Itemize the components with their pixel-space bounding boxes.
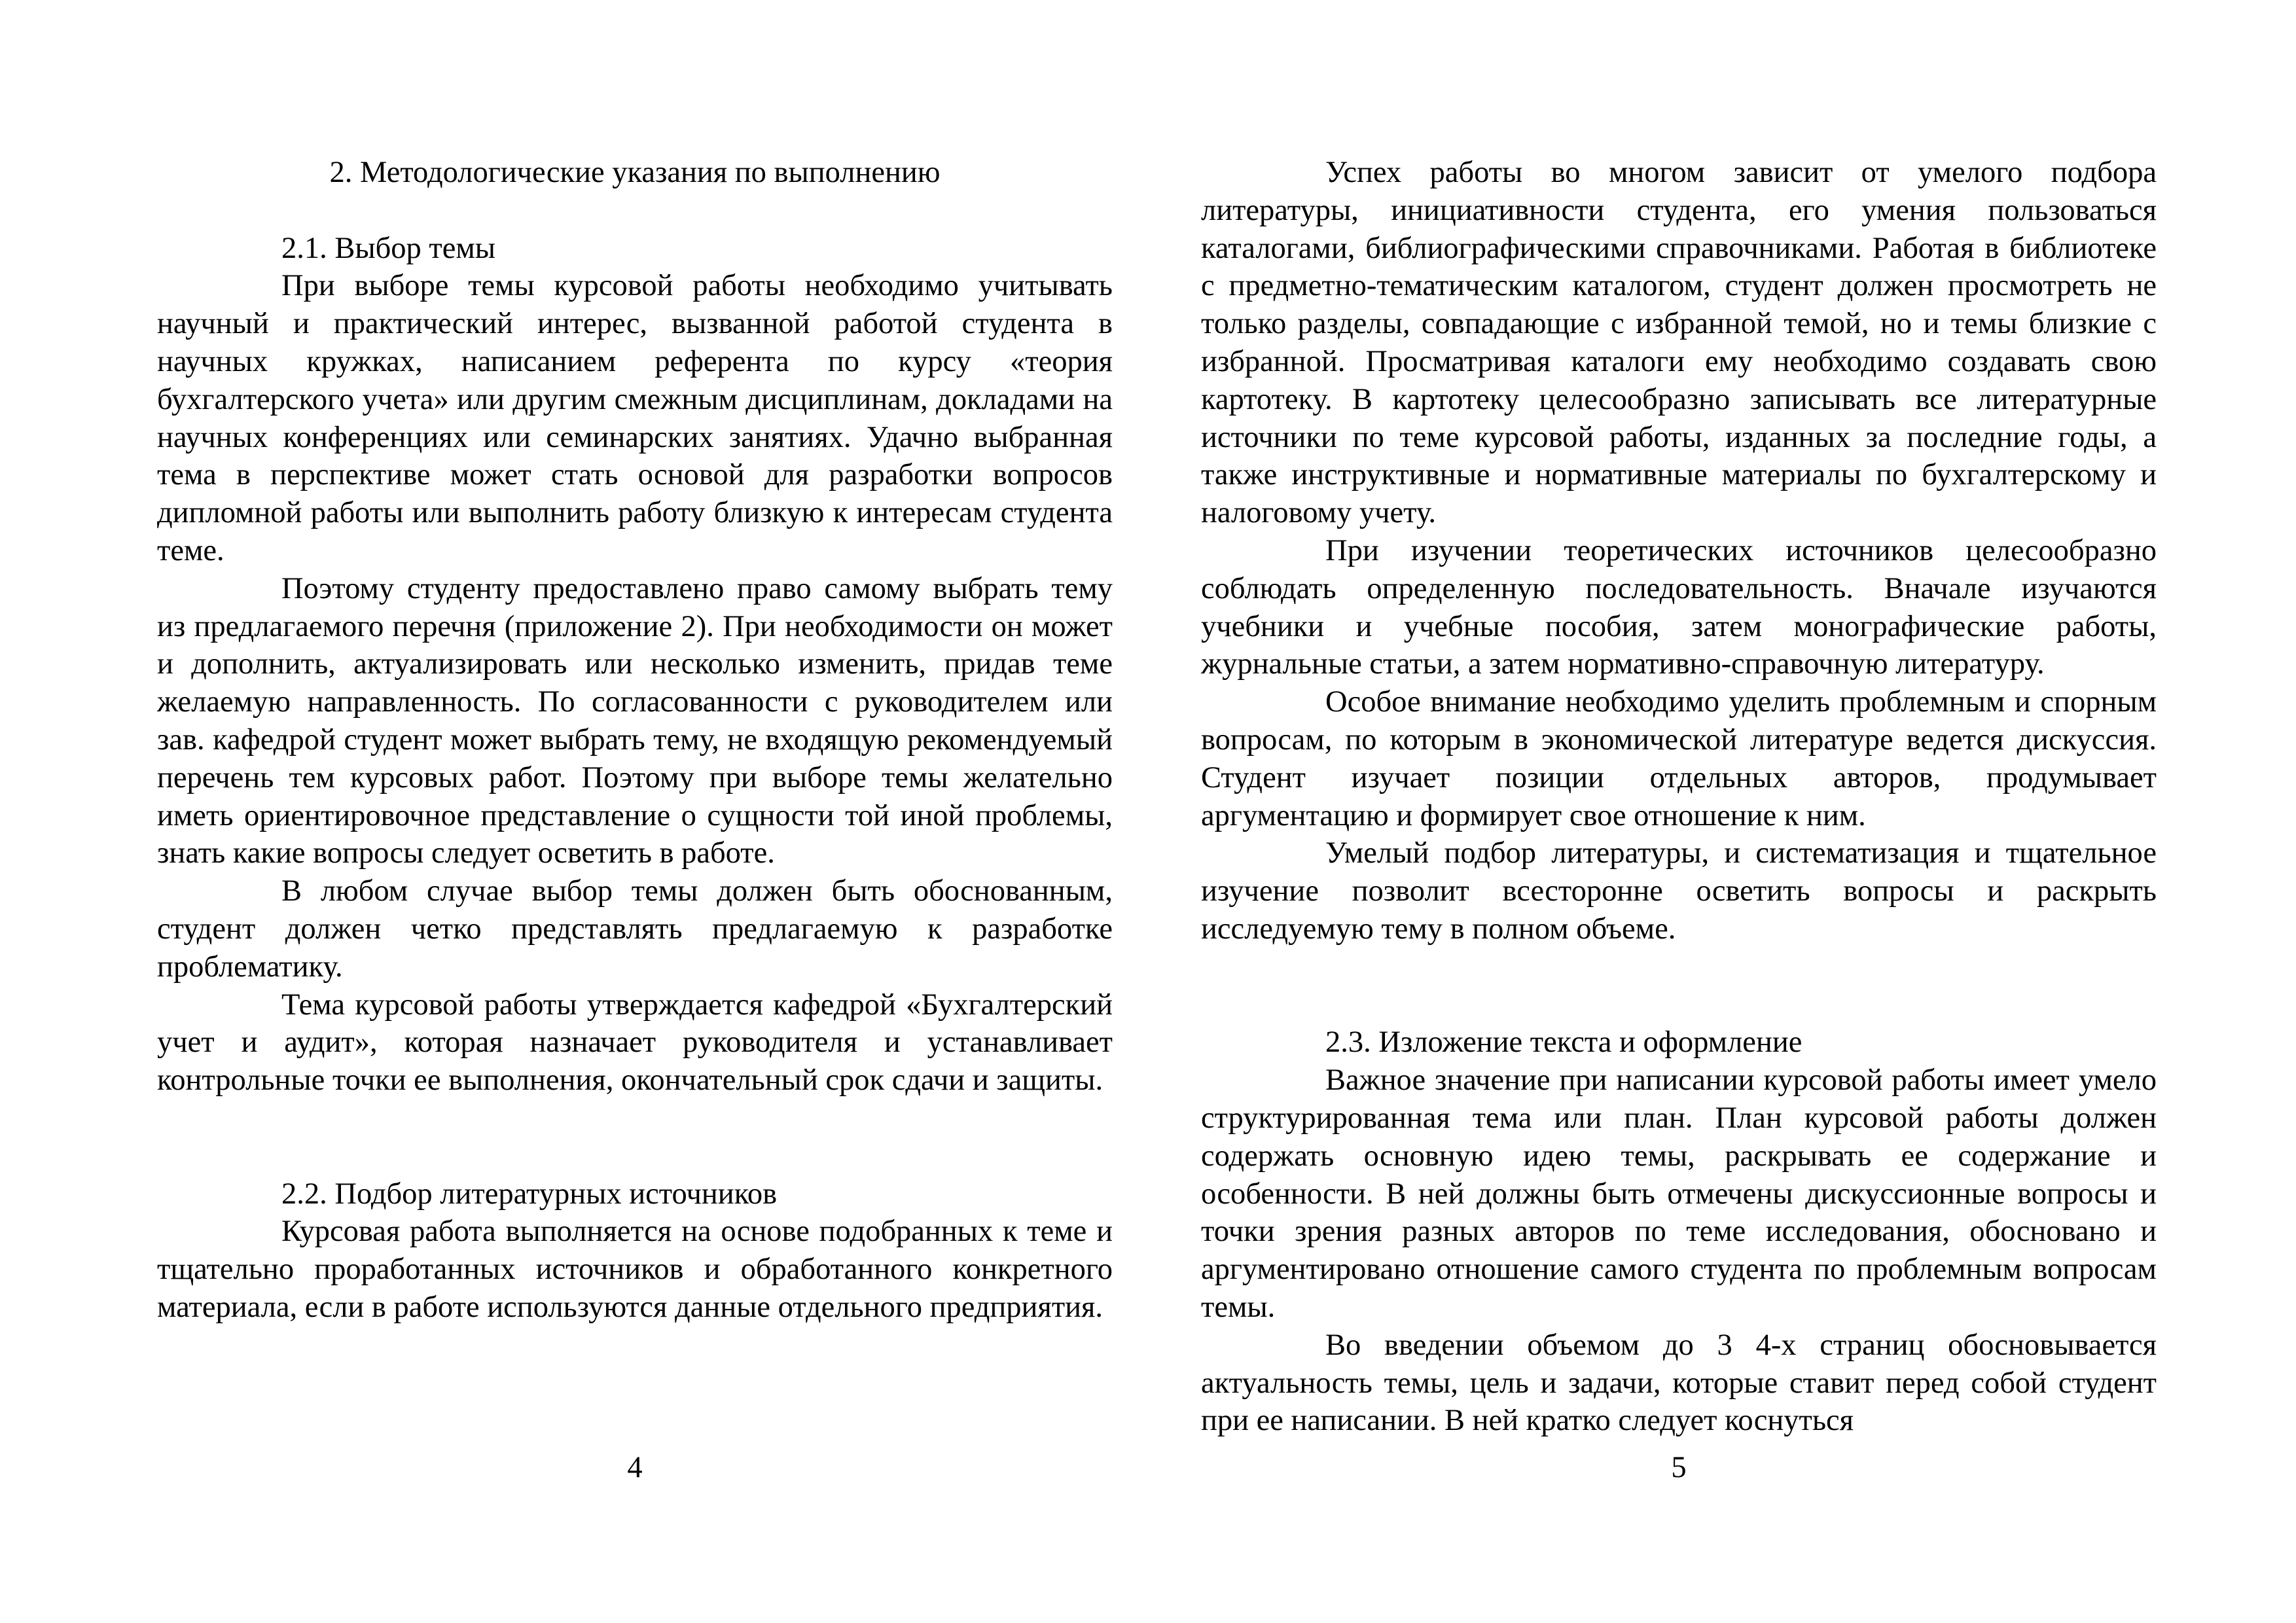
section-2-2-paragraph-1: Курсовая работа выполняется на основе подобранных к теме и тщательно проработанных источников и обработанного конкретного материала, если в работе используются данные отдельного предприятия. — [157, 1215, 1113, 1324]
section-2-2-paragraph-5: Умелый подбор литературы, и систематизация и тщательное изучение позволит всесторонне осветить вопросы и раскрыть исследуемую тему в полном объеме. — [1201, 836, 2157, 946]
section-2-1-paragraph-4: Тема курсовой работы утверждается кафедрой «Бухгалтерский учет и аудит», которая назначает руководителя и устанавливает контрольные точки ее выполнения, окончательный срок сдачи и защиты. — [157, 988, 1113, 1097]
section-2-3-paragraph-1: Важное значение при написании курсовой работы имеет умело структурированная тема или план. План курсовой работы должен содержать основную идею темы, раскрывать ее содержание и особенности. В ней должны быть отмечены дискуссионные вопросы и точки зрения разных авторов по теме исследования, обосновано и аргументировано отношение самого студента по проблемным вопросам темы. — [1201, 1063, 2157, 1324]
section-2-3-heading: 2.3. Изложение текста и оформление — [1325, 1026, 1803, 1060]
section-2-2-paragraph-3: При изучении теоретических источников целесообразно соблюдать определенную последовательность. Вначале изучаются учебники и учебные пособия, затем монографические работы, журнальные статьи, а затем нормативно-справочную литературу. — [1201, 533, 2157, 681]
section-2-1-paragraph-1: При выборе темы курсовой работы необходимо учитывать научный и практический интерес, вызванной работой студента в научных кружках, написанием референта по курсу «теория бухгалтерского учета» или другим смежным дисциплинам, докладами на научных конференциях или семинарских занятиях. Удачно выбранная тема в перспективе может стать основой для разработки вопросов дипломной работы или выполнить работу близкую к интересам студента теме. — [157, 269, 1113, 567]
section-2-1-paragraph-3: В любом случае выбор темы должен быть обоснованным, студент должен четко представлять предлагаемую к разработке проблематику. — [157, 874, 1113, 984]
section-2-2-paragraph-4: Особое внимание необходимо уделить проблемным и спорным вопросам, по которым в экономической литературе ведется дискуссия. Студент изучает позиции отдельных авторов, продумывает аргументацию и формирует свое отношение к ним. — [1201, 685, 2157, 832]
section-2-3-paragraph-2: Во введении объемом до 3 4-х страниц обосновывается актуальность темы, цель и задачи, которые ставит перед собой студент при ее написании. В ней кратко следует коснуться — [1201, 1328, 2157, 1438]
spacer — [157, 192, 1113, 230]
spacer — [1201, 948, 2157, 1024]
left-page — [157, 154, 1113, 1327]
section-2-1-heading: 2.1. Выбор темы — [281, 231, 496, 265]
chapter-title: 2. Методологические указания по выполнению — [329, 156, 941, 189]
page-number-right: 5 — [1671, 1451, 1687, 1484]
page-number-left: 4 — [627, 1451, 643, 1484]
spacer — [157, 1099, 1113, 1175]
section-2-1-paragraph-2: Поэтому студенту предоставлено право самому выбрать тему из предлагаемого перечня (приложение 2). При необходимости он может и дополнить, актуализировать или несколько изменить, придав теме желаемую направленность. По согласованности с руководителем или зав. кафедрой студент может выбрать тему, не входящую рекомендуемый перечень тем курсовых работ. Поэтому при выборе темы желательно иметь ориентировочное представление о сущности той иной проблемы, знать какие вопросы следует осветить в работе. — [157, 571, 1113, 870]
section-2-2-paragraph-2: Успех работы во многом зависит от умелого подбора литературы, инициативности студента, его умения пользоваться каталогами, библиографическими справочниками. Работая в библиотеке с предметно-тематическим каталогом, студент должен просмотреть не только разделы, совпадающие с избранной темой, но и темы близкие с избранной. Просматривая каталоги ему необходимо создавать свою картотеку. В картотеку целесообразно записывать все литературные источники по теме курсовой работы, изданных за последние годы, а также инструктивные и нормативные материалы по бухгалтерскому и налоговому учету. — [1201, 156, 2157, 530]
section-2-2-heading: 2.2. Подбор литературных источников — [281, 1177, 778, 1211]
right-page — [1201, 154, 2157, 1440]
